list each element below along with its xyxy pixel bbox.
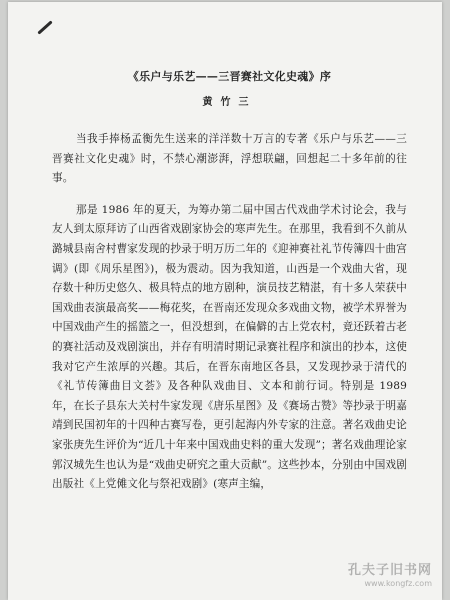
document-page [8, 2, 442, 600]
document-title: 《乐户与乐艺——三晋赛社文化史魂》序 [127, 70, 332, 83]
watermark-brand: 孔夫子旧书网 [347, 563, 432, 578]
paragraph-2: 那是 1986 年的夏天，为筹办第二届中国古代戏曲学术讨论会，我与友人到太原拜访了山西省戏剧家协会的寒声先生。在那里，我看到不久前从潞城县南舍村曹家发现的抄录于明万历二年的《迎神赛社礼节传簿四十曲宫调》(即《周乐星图》)，极为震动。因为我知道，山西是一个戏曲大省，现存数十种历史悠久、极具特点的地方剧种，演员技艺精湛，有十多人荣获中国戏曲表演最高奖——梅花奖，在晋南还发现众多戏曲文物，被学术界誉为中国戏曲产生的摇篮之一，但没想到，在偏僻的古上党农村，竟还跃着古老的赛社活动及戏剧演出，并存有明清时期记录赛社程序和演出的抄本，这使我对它产生浓厚的兴趣。其后，在晋东南地区各县，又发现抄录于清代的《礼节传簿曲目文荟》及各种队戏曲目、文本和前行词。特别是 1989 年，在长子县东大关村牛家发现《唐乐星图》及《赛场古赞》等抄录于明嘉靖到民国初年的十四种古赛写卷，更引起海内外专家的注意。著名戏曲史论家张庚先生评价为“近几十年来中国戏曲史料的重大发现”；著名戏曲理论家郭汉城先生也认为是“戏曲史研究之重大贡献”。这些抄本，分别由中国戏剧出版社《上党傩文化与祭祀戏剧》(寒声主编， [52, 203, 407, 491]
paragraph-1: 当我手捧杨孟衡先生送来的洋洋数十万言的专著《乐户与乐艺——三晋赛社文化史魂》时，不禁心潮澎湃，浮想联翩，回想起二十多年前的往事。 [52, 133, 407, 185]
pen-mark [37, 20, 52, 34]
document-author: 黄竹三 [202, 97, 257, 108]
watermark [348, 564, 432, 590]
watermark-url: www.kongfz.com [364, 579, 432, 588]
document-content [52, 68, 407, 507]
